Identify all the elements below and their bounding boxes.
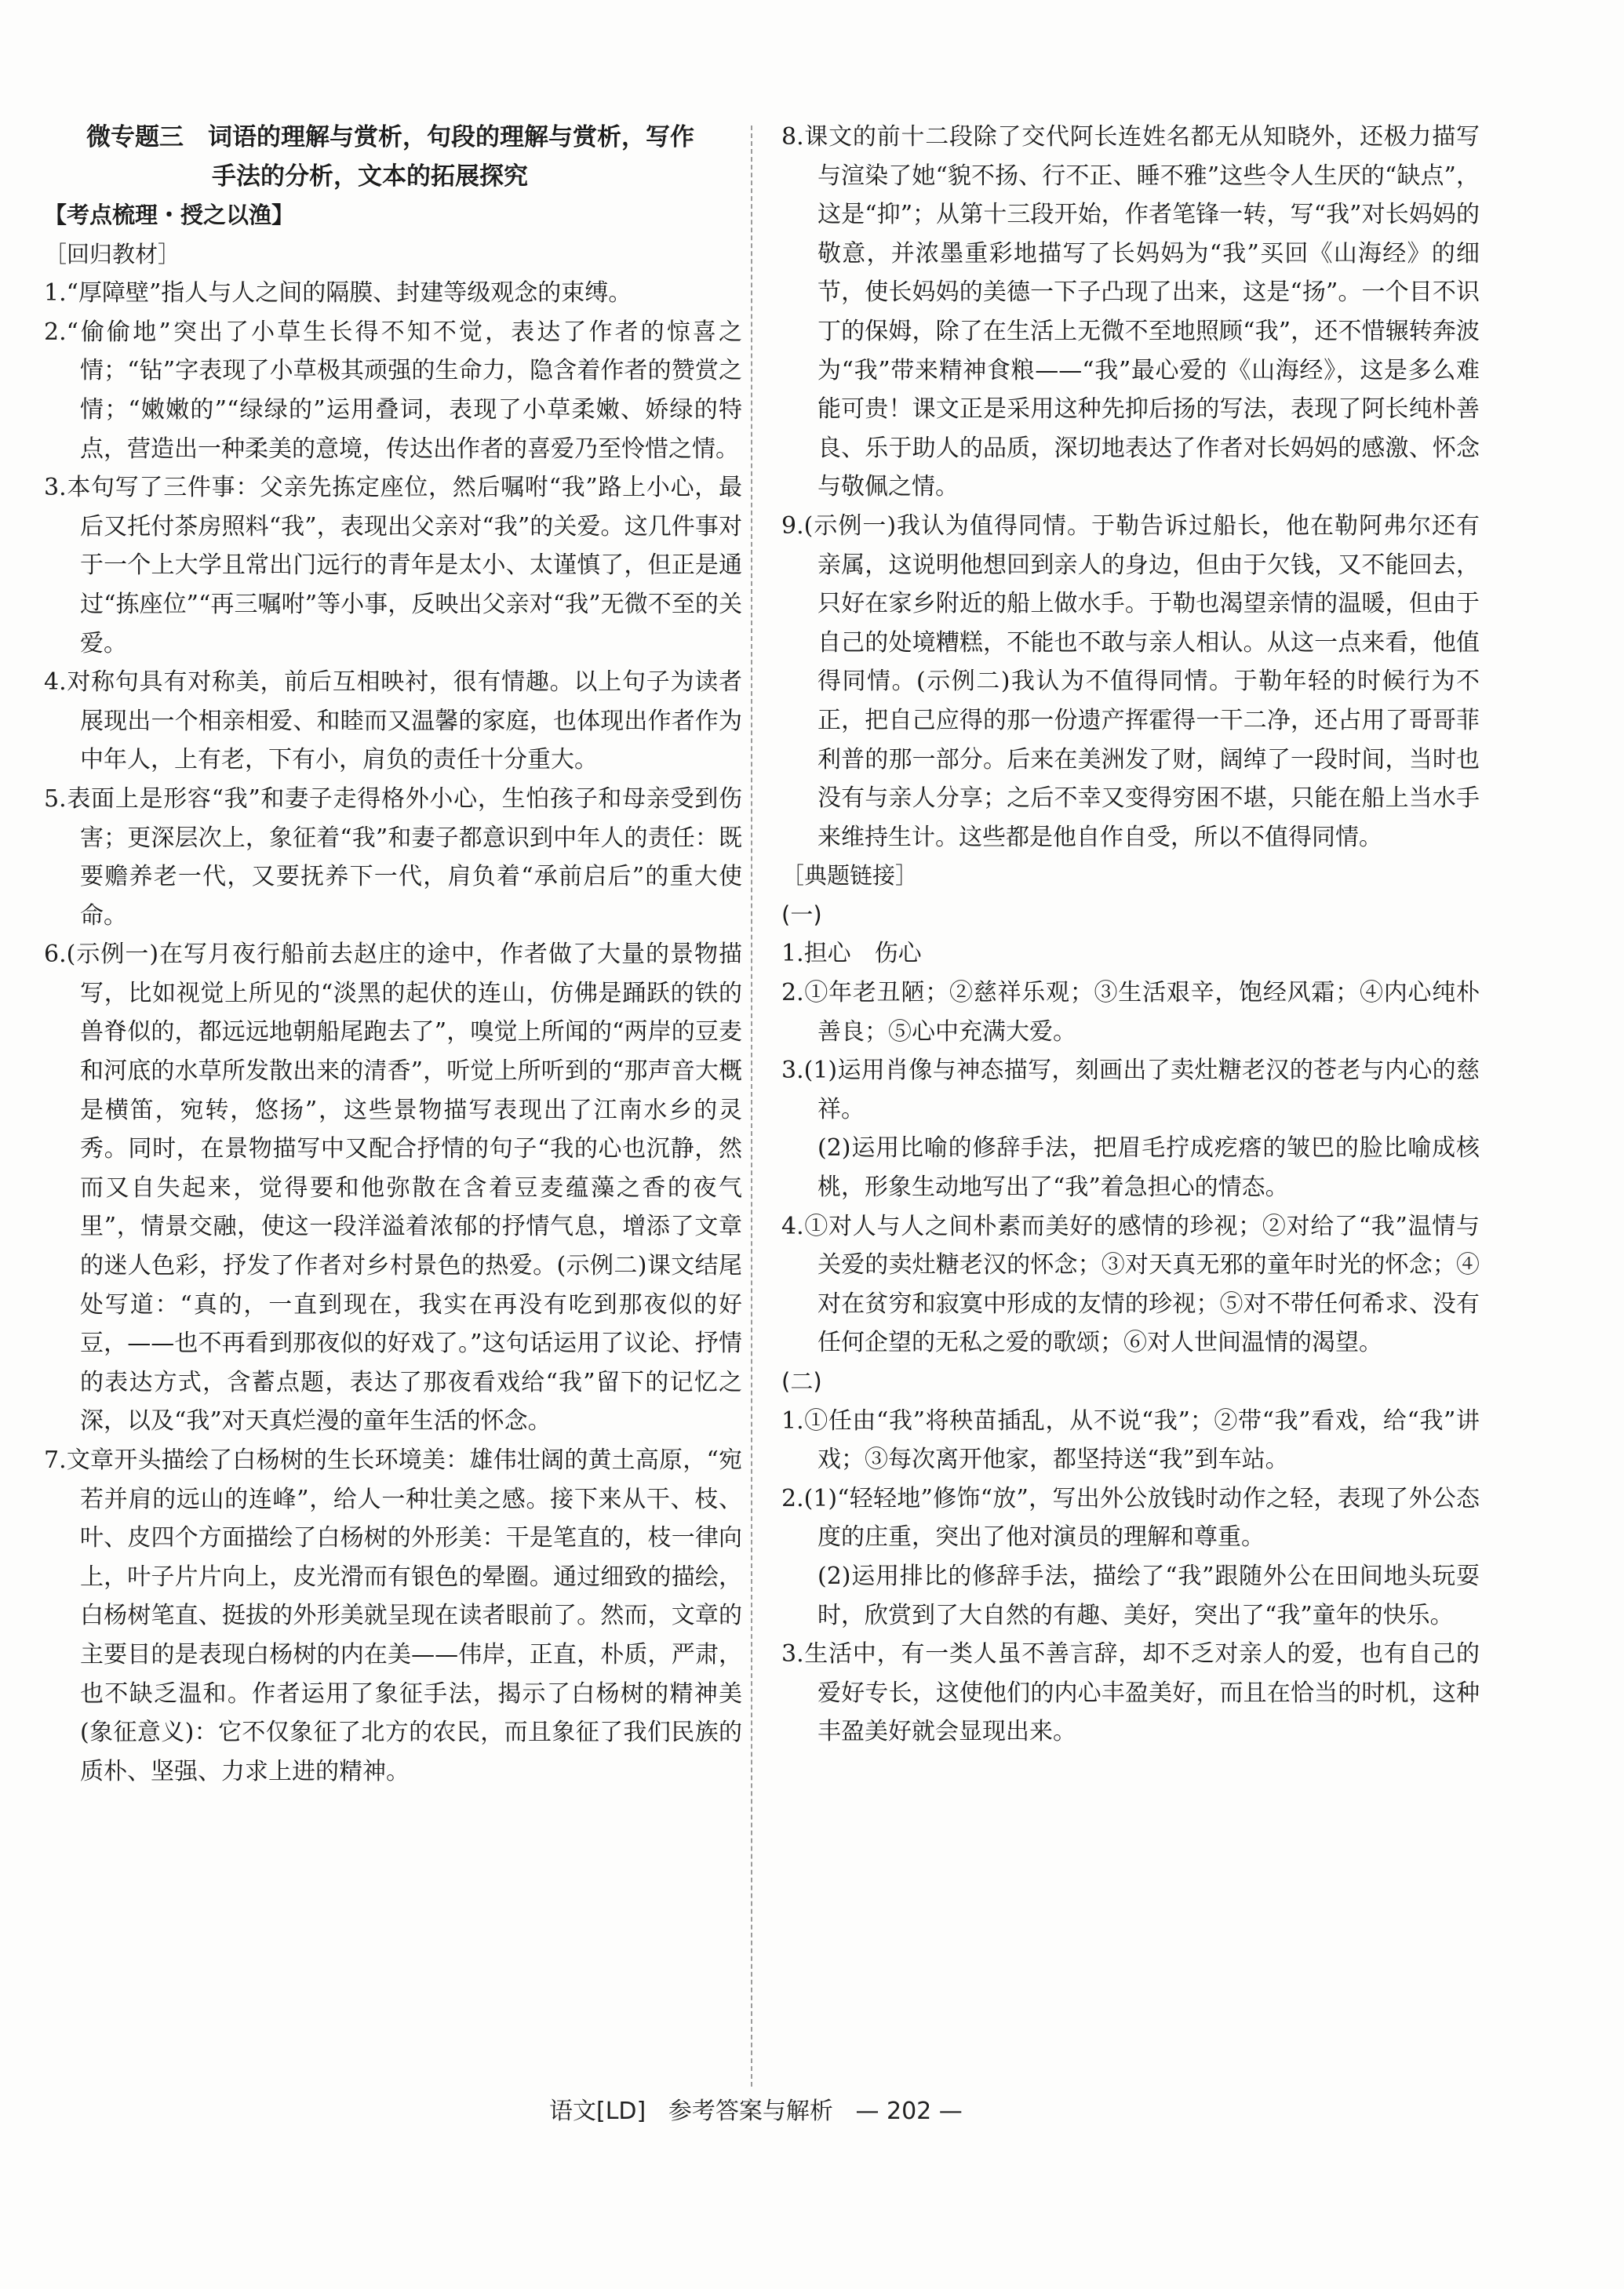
- page-title: [44, 118, 742, 196]
- title-line-2: 手法的分析，文本的拓展探究: [212, 162, 528, 191]
- footer-subject: 语文[LD]: [549, 2098, 646, 2125]
- answer-item: 3.(1)运用肖像与神态描写，刻画出了卖灶糖老汉的苍老与内心的慈祥。: [781, 1057, 1480, 1123]
- answer-item: 5.表面上是形容“我”和妻子走得格外小心，生怕孩子和母亲受到伤害；更深层次上，象征着“我”和妻子都意识到中年人的责任：既要赡养老一代，又要抚养下一代，肩负着“承前启后”的重大使命。: [44, 784, 742, 930]
- group-label-1: (一): [781, 901, 822, 928]
- column-divider: [751, 126, 752, 2087]
- answer-item: 3.生活中，有一类人虽不善言辞，却不乏对亲人的爱，也有自己的爱好专长，这使他们的内心丰盈美好，而且在恰当的时机，这种丰盈美好就会显现出来。: [781, 1640, 1480, 1746]
- left-column: [44, 118, 742, 1791]
- right-column: [781, 118, 1480, 1752]
- answer-item: 7.文章开头描绘了白杨树的生长环境美：雄伟壮阔的黄土高原，“宛若并肩的远山的连峰”，给人一种壮美之感。接下来从干、枝、叶、皮四个方面描绘了白杨树的外形美：干是笔直的，枝一律向上，叶子片片向上，皮光滑而有银色的晕圈。通过细致的描绘，白杨树笔直、挺拔的外形美就呈现在读者眼前了。然而，文章的主要目的是表现白杨树的内在美——伟岸，正直，朴质，严肃，也不缺乏温和。作者运用了象征手法，揭示了白杨树的精神美(象征意义)：它不仅象征了北方的农民，而且象征了我们民族的质朴、坚强、力求上进的精神。: [44, 1447, 742, 1785]
- typical-label: ［典题链接］: [781, 862, 919, 890]
- page-number: — 202 —: [855, 2098, 963, 2125]
- answer-item: (2)运用比喻的修辞手法，把眉毛拧成疙瘩的皱巴的脸比喻成核桃，形象生动地写出了“我”着急担心的情态。: [817, 1134, 1480, 1202]
- answer-item: 8.课文的前十二段除了交代阿长连姓名都无从知晓外，还极力描写与渲染了她“貌不扬、行不正、睡不雅”这些令人生厌的“缺点”，这是“抑”；从第十三段开始，作者笔锋一转，写“我”对长妈妈的敬意，并浓墨重彩地描写了长妈妈为“我”买回《山海经》的细节，使长妈妈的美德一下子凸现了出来，这是“扬”。一个目不识丁的保姆，除了在生活上无微不至地照顾“我”，还不惜辗转奔波为“我”带来精神食粮——“我”最心爱的《山海经》，这是多么难能可贵！课文正是采用这种先抑后扬的写法，表现了阿长纯朴善良、乐于助人的品质，深切地表达了作者对长妈妈的感激、怀念与敬佩之情。: [781, 123, 1480, 501]
- textbook-label: ［回归教材］: [44, 240, 181, 267]
- answer-item: 1.担心 伤心: [781, 940, 922, 968]
- answer-item: 4.对称句具有对称美，前后互相映衬，很有情趣。以上句子为读者展现出一个相亲相爱、和睦而又温馨的家庭，也体现出作者作为中年人，上有老，下有小，肩负的责任十分重大。: [44, 668, 742, 774]
- answer-item: 1.“厚障壁”指人与人之间的隔膜、封建等级观念的束缚。: [44, 279, 632, 308]
- answer-item: 1.①任由“我”将秧苗插乱，从不说“我”；②带“我”看戏，给“我”讲戏；③每次离开他家，都坚持送“我”到车站。: [781, 1407, 1480, 1474]
- answer-item: 2.①年老丑陋；②慈祥乐观；③生活艰辛，饱经风霜；④内心纯朴善良；⑤心中充满大爱。: [781, 979, 1480, 1046]
- answer-item: 4.①对人与人之间朴素而美好的感情的珍视；②对给了“我”温情与关爱的卖灶糖老汉的怀念；③对天真无邪的童年时光的怀念；④对在贫穷和寂寞中形成的友情的珍视；⑤对不带任何希求、没有任何企望的无私之爱的歌颂；⑥对人世间温情的渴望。: [781, 1212, 1480, 1357]
- answer-item: 9.(示例一)我认为值得同情。于勒告诉过船长，他在勒阿弗尔还有亲属，这说明他想回到亲人的身边，但由于欠钱，又不能回去，只好在家乡附近的船上做水手。于勒也渴望亲情的温暖，但由于自己的处境糟糕，不能也不敢与亲人相认。从这一点来看，他值得同情。(示例二)我认为不值得同情。于勒年轻的时候行为不正，把自己应得的那一份遗产挥霍得一干二净，还占用了哥哥菲利普的那一部分。后来在美洲发了财，阔绰了一段时间，当时也没有与亲人分享；之后不幸又变得穷困不堪，只能在船上当水手来维持生计。这些都是他自作自受，所以不值得同情。: [781, 511, 1480, 851]
- answer-item: 6.(示例一)在写月夜行船前去赵庄的途中，作者做了大量的景物描写，比如视觉上所见的“淡黑的起伏的连山，仿佛是踊跃的铁的兽脊似的，都远远地朝船尾跑去了”，嗅觉上所闻的“两岸的豆麦和河底的水草所发散出来的清香”，听觉上所听到的“那声音大概是横笛，宛转，悠扬”，这些景物描写表现出了江南水乡的灵秀。同时，在景物描写中又配合抒情的句子“我的心也沉静，然而又自失起来，觉得要和他弥散在含着豆麦蕴藻之香的夜气里”，情景交融，使这一段洋溢着浓郁的抒情气息，增添了文章的迷人色彩，抒发了作者对乡村景色的热爱。(示例二)课文结尾处写道：“真的，一直到现在，我实在再没有吃到那夜似的好豆，——也不再看到那夜似的好戏了。”这句话运用了议论、抒情的表达方式，含蓄点题，表达了那夜看戏给“我”留下的记忆之深，以及“我”对天真烂漫的童年生活的怀念。: [44, 941, 742, 1436]
- footer-caption: 参考答案与解析: [668, 2098, 833, 2125]
- group-label-2: (二): [781, 1368, 822, 1395]
- answer-item: 3.本句写了三件事：父亲先拣定座位，然后嘱咐“我”路上小心，最后又托付茶房照料“我”，表现出父亲对“我”的关爱。这几件事对于一个上大学且常出门远行的青年是太小、太谨慎了，但正是通过“拣座位”“再三嘱咐”等小事，反映出父亲对“我”无微不至的关爱。: [44, 474, 742, 657]
- answer-item: 2.“偷偷地”突出了小草生长得不知不觉，表达了作者的惊喜之情；“钻”字表现了小草极其顽强的生命力，隐含着作者的赞赏之情；“嫩嫩的”“绿绿的”运用叠词，表现了小草柔嫩、娇绿的特点，营造出一种柔美的意境，传达出作者的喜爱乃至怜惜之情。: [44, 318, 742, 463]
- answer-item: (2)运用排比的修辞手法，描绘了“我”跟随外公在田间地头玩耍时，欣赏到了大自然的有趣、美好，突出了“我”童年的快乐。: [817, 1562, 1480, 1629]
- section-heading: 【考点梳理・授之以渔】: [44, 202, 295, 228]
- page-footer: [549, 2091, 1098, 2126]
- answer-item: 2.(1)“轻轻地”修饰“放”，写出外公放钱时动作之轻，表现了外公态度的庄重，突出了他对演员的理解和尊重。: [781, 1484, 1480, 1552]
- title-line-1: 微专题三 词语的理解与赏析，句段的理解与赏析，写作: [86, 123, 694, 151]
